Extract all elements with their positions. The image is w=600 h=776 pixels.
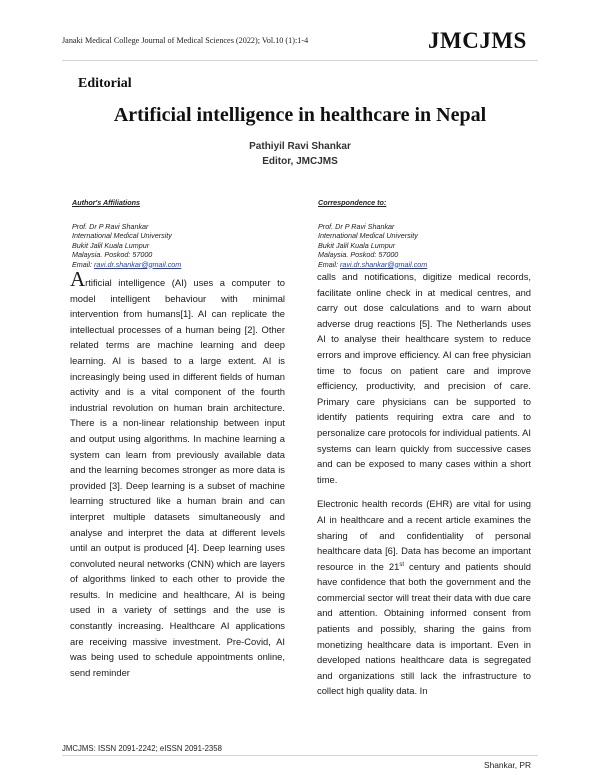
article-title: Artificial intelligence in healthcare in Nepal	[113, 104, 487, 126]
affiliations-heading: Author's Affiliations	[72, 198, 140, 207]
footer-issn: JMCJMS: ISSN 2091-2242; eISSN 2091-2358	[62, 744, 222, 753]
journal-logo: JMCJMS	[428, 28, 527, 53]
body-paragraph	[70, 267, 285, 680]
author-affiliations	[72, 198, 292, 269]
superscript: st	[399, 561, 405, 568]
affiliation-line: Bukit Jalil Kuala Lumpur	[72, 240, 150, 250]
correspondence-block	[318, 198, 538, 269]
affiliation-line: Malaysia. Poskod: 57000	[72, 250, 153, 259]
author-role: Editor, JMCJMS	[262, 156, 338, 167]
body-left-column	[70, 267, 285, 680]
correspondence-email-line	[318, 260, 538, 270]
footer-running-author: Shankar, PR	[484, 760, 532, 770]
body-paragraph: calls and notifications, digitize medical records, facilitate online check in at medical centres, and carry out dose calculations and to warn about adverse drug reactions [5]. The Netherlands uses AI to analyse their healthcare system to reduce errors and improve efficiency. AI can free physician time to focus on patient care and improve efficiency, productivity, and precision of care. Primary care physicians can be supported to identify patients requiring extra care and to personalize care protocols for individual patients. AI systems can learn quickly from successive cases and can be exposed to many cases within a short time.	[317, 271, 531, 485]
footer-divider	[62, 755, 538, 756]
email-label: Email:	[72, 259, 94, 269]
journal-citation-header: Janaki Medical College Journal of Medical Sciences (2022); Vol.10 (1):1-4	[62, 36, 309, 45]
affiliation-email-link[interactable]: ravi.dr.shankar@gmail.com	[93, 259, 182, 269]
correspondence-heading: Correspondence to:	[318, 198, 387, 207]
drop-cap: A	[70, 267, 86, 291]
header-divider	[62, 60, 538, 61]
section-label: Editorial	[78, 76, 132, 91]
body-paragraph	[317, 496, 531, 699]
affiliation-email-line	[72, 260, 292, 270]
correspondence-line: Bukit Jalil Kuala Lumpur	[318, 240, 396, 250]
affiliation-line: International Medical University	[72, 231, 172, 240]
author-name: Pathiyil Ravi Shankar	[249, 141, 351, 152]
correspondence-line: Malaysia. Poskod: 57000	[318, 250, 399, 259]
affiliation-line: Prof. Dr P Ravi Shankar	[72, 221, 149, 231]
correspondence-line: Prof. Dr P Ravi Shankar	[318, 221, 395, 231]
paragraph-text: Electronic health records (EHR) are vital for using AI in healthcare and a recent article examines the sharing of and confidentiality of personal healthcare data [6]. Data has become an important resource in the 21	[317, 498, 531, 572]
paragraph-text: century and patients should have confidence that both the government and the commercial sector will treat their data with due care and attention. Obtaining informed consent from patients and possibly, sharing the gains from monetizing healthcare data is important. Even in developed nations healthcare data is segregated and organizations still lack the infrastructure to collect high quality data. In	[317, 560, 532, 697]
email-label: Email:	[318, 259, 340, 269]
correspondence-line: International Medical University	[318, 231, 418, 240]
paragraph-text: rtificial intelligence (AI) uses a computer to model intelligent behaviour with minimal intervention from humans[1]. AI can replicate the intellectual processes of a human being [2]. Other related terms are machine learning and deep learning. AI is based to a large extent. AI is increasingly being used in different fields of human activity and is a vital component of the fourth industrial revolution on human brain architecture. There is a non-linear relationship between input and output using algorithms. In machine learning a system can learn from previously available data and the learning becomes stronger as more data is provided [3]. Deep learning is a subset of machine learning structured like a human brain and can interpret multiple datasets simultaneously and analyse and interpret the data at different levels until an output is produced [4]. Deep learning uses convoluted neural networks (CNN) which are layers of algorithms linked to each other to provide the results. In medicine and healthcare, AI is being used in a variety of settings and the use is constantly increasing. Healthcare AI applications are receiving massive investment. Pre-Covid, AI was being used to schedule appointments online, send reminder	[70, 277, 285, 678]
correspondence-email-link[interactable]: ravi.dr.shankar@gmail.com	[339, 259, 428, 269]
body-right-column	[317, 269, 531, 699]
